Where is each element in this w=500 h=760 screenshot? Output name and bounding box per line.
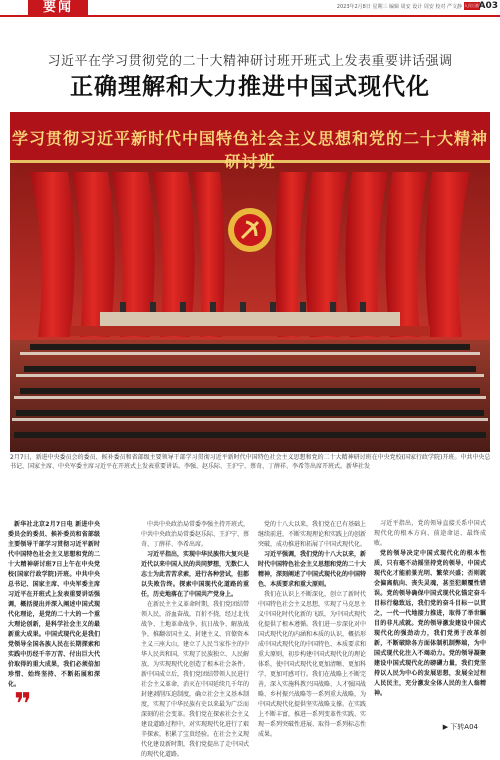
body-paragraph: 习近平指出，党的领导直接关系中国式现代化的根本方向、前途命运、最终成败。 xyxy=(374,520,486,547)
section-tab[interactable]: 要闻 xyxy=(28,0,88,16)
body-column-4-top xyxy=(374,519,486,547)
article-headline: 正确理解和大力推进中国式现代化 xyxy=(70,74,430,100)
photo-caption: 2月7日，新进中央委员会的委员、候补委员和省部级主要领导干部学习贯彻习近平新时代中国特色社会主义思想和党的二十大精神研讨班在中央党校(国家行政学院)开班。中共中央总书记、国家主席、中央军委主席习近平在开班式上发表重要讲话。李强、赵乐际、王沪宁、蔡奇、丁薛祥、李希等出席开班式。新华社发 xyxy=(10,454,491,470)
body-paragraph: 在新民主主义革命时期，我们党团结带领人民，浴血奋战，百折不挠，经过北伐战争、土地革命战争、抗日战争、解放战争，推翻帝国主义、封建主义、官僚资本主义三座大山，建立了人民当家作主的中华人民共和国，实现了民族独立、人民解放，为实现现代化创造了根本社会条件。新中国成立后，我们党团结带领人民进行社会主义革命，消灭在中国延续几千年的封建剥削压迫制度，确立社会主义基本制度，实现了中华民族有史以来最为广泛而深刻的社会变革。我们党在探索社会主义建设道路过程中，对实现现代化进行了艰辛探索，积累了宝贵经验。在社会主义现代化建设新时期，我们党提出了走中国式的现代化道路。 xyxy=(141,601,250,758)
body-paragraph: 我们在认识上不断深化，创立了新时代中国特色社会主义思想，实现了马克思主义中国化时代化新的飞跃，为中国式现代化提供了根本遵循。我们进一步深化对中国式现代化的内涵和本质的认识，概括形成中国式现代化的中国特色、本质要求和重大原则，初步构建中国式现代化的理论体系，使中国式现代化更加清晰、更加科学、更加可感可行。我们在战略上不断完善，深入实施科教兴国战略、人才强国战略、乡村振兴战略等一系列重大战略，为中国式现代化提供坚实战略支撑。在实践上不断丰富，推进一系列变革性实践、实现一系列突破性进展、取得一系列标志性成果。 xyxy=(258,591,367,738)
continue-link[interactable]: ▶ 下转A04 xyxy=(442,723,478,731)
photo-banner: 学习贯彻习近平新时代中国特色社会主义思想和党的二十大精神研讨班 xyxy=(11,129,488,171)
lead-paragraph: 新华社北京2月7日电 新进中央委员会的委员、候补委员和省部级主要领导干部学习贯彻习近平新时代中国特色社会主义思想和党的二十大精神研讨班7日上午在中央党校(国家行政学院)开班。中共中央总书记、国家主席、中央军委主席习近平在开班式上发表重要讲话强调，概括提出并深入阐述中国式现代化理论，是党的二十大的一个重大理论创新，是科学社会主义的最新重大成果。中国式现代化是我们党领导全国各族人民在长期探索和实践中历经千辛万苦、付出巨大代价取得的重大成果，我们必须倍加珍惜、始终坚持、不断拓展和深化。 xyxy=(8,521,100,688)
lead-column xyxy=(8,520,100,690)
news-photo xyxy=(10,112,490,452)
header-rule xyxy=(0,15,500,17)
body-column-4 xyxy=(374,549,486,735)
body-column-2 xyxy=(141,520,250,758)
article-subhead: 习近平在学习贯彻党的二十大精神研讨班开班式上发表重要讲话强调 xyxy=(47,54,453,69)
page-header xyxy=(0,0,500,16)
continue-label: 下转A04 xyxy=(450,723,478,731)
paper-badge: 人民日报 xyxy=(464,3,480,8)
body-paragraph-bold: 党的领导决定中国式现代化的根本性质，只有毫不动摇坚持党的领导，中国式现代化才能前景光明、繁荣兴盛；否则就会偏离航向、丧失灵魂，甚至犯颠覆性错误。党的领导确保中国式现代化锚定奋斗目标行稳致远，我们党的奋斗目标一以贯之，一代一代地接力推进，取得了举世瞩目的非凡成就。党的领导激发建设中国式现代化的强劲动力，我们党勇于改革创新，不断破除各方面体制机制弊端，为中国式现代化注入不竭动力。党的领导凝聚建设中国式现代化的磅礴力量，我们党坚持以人民为中心的发展思想，发展全过程人民民主，充分激发全体人民的主人翁精神。 xyxy=(374,550,486,697)
body-paragraph-bold: 习近平指出，实现中华民族伟大复兴是近代以来中国人民的共同梦想，无数仁人志士为此苦苦求索，进行各种尝试，但都以失败告终。探索中国现代化道路的重任，历史地落在了中国共产党身上。 xyxy=(141,551,250,598)
body-paragraph: 中共中央政治局常委李强主持开班式，中共中央政治局常委赵乐际、王沪宁、蔡奇、丁薛祥、李希出席。 xyxy=(141,521,250,548)
issue-meta: 2023年2月8日 星期三 编辑 周安 设计 周安 校对 严文静 xyxy=(336,4,462,10)
quote-mark-icon: ❞ xyxy=(14,687,29,722)
page-number: A03 xyxy=(478,1,498,11)
body-paragraph: 党的十八大以来，我们党在已有基础上继续前进，不断实现理论和实践上的创新突破，成功推进和拓展了中国式现代化。 xyxy=(258,521,367,548)
body-column-3 xyxy=(258,520,367,738)
body-paragraph-bold: 习近平强调，我们党的十八大以来，新时代中国特色社会主义思想和党的二十大精神，深刻阐述了中国式现代化的中国特色、本质要求和重大原则。 xyxy=(258,551,367,588)
